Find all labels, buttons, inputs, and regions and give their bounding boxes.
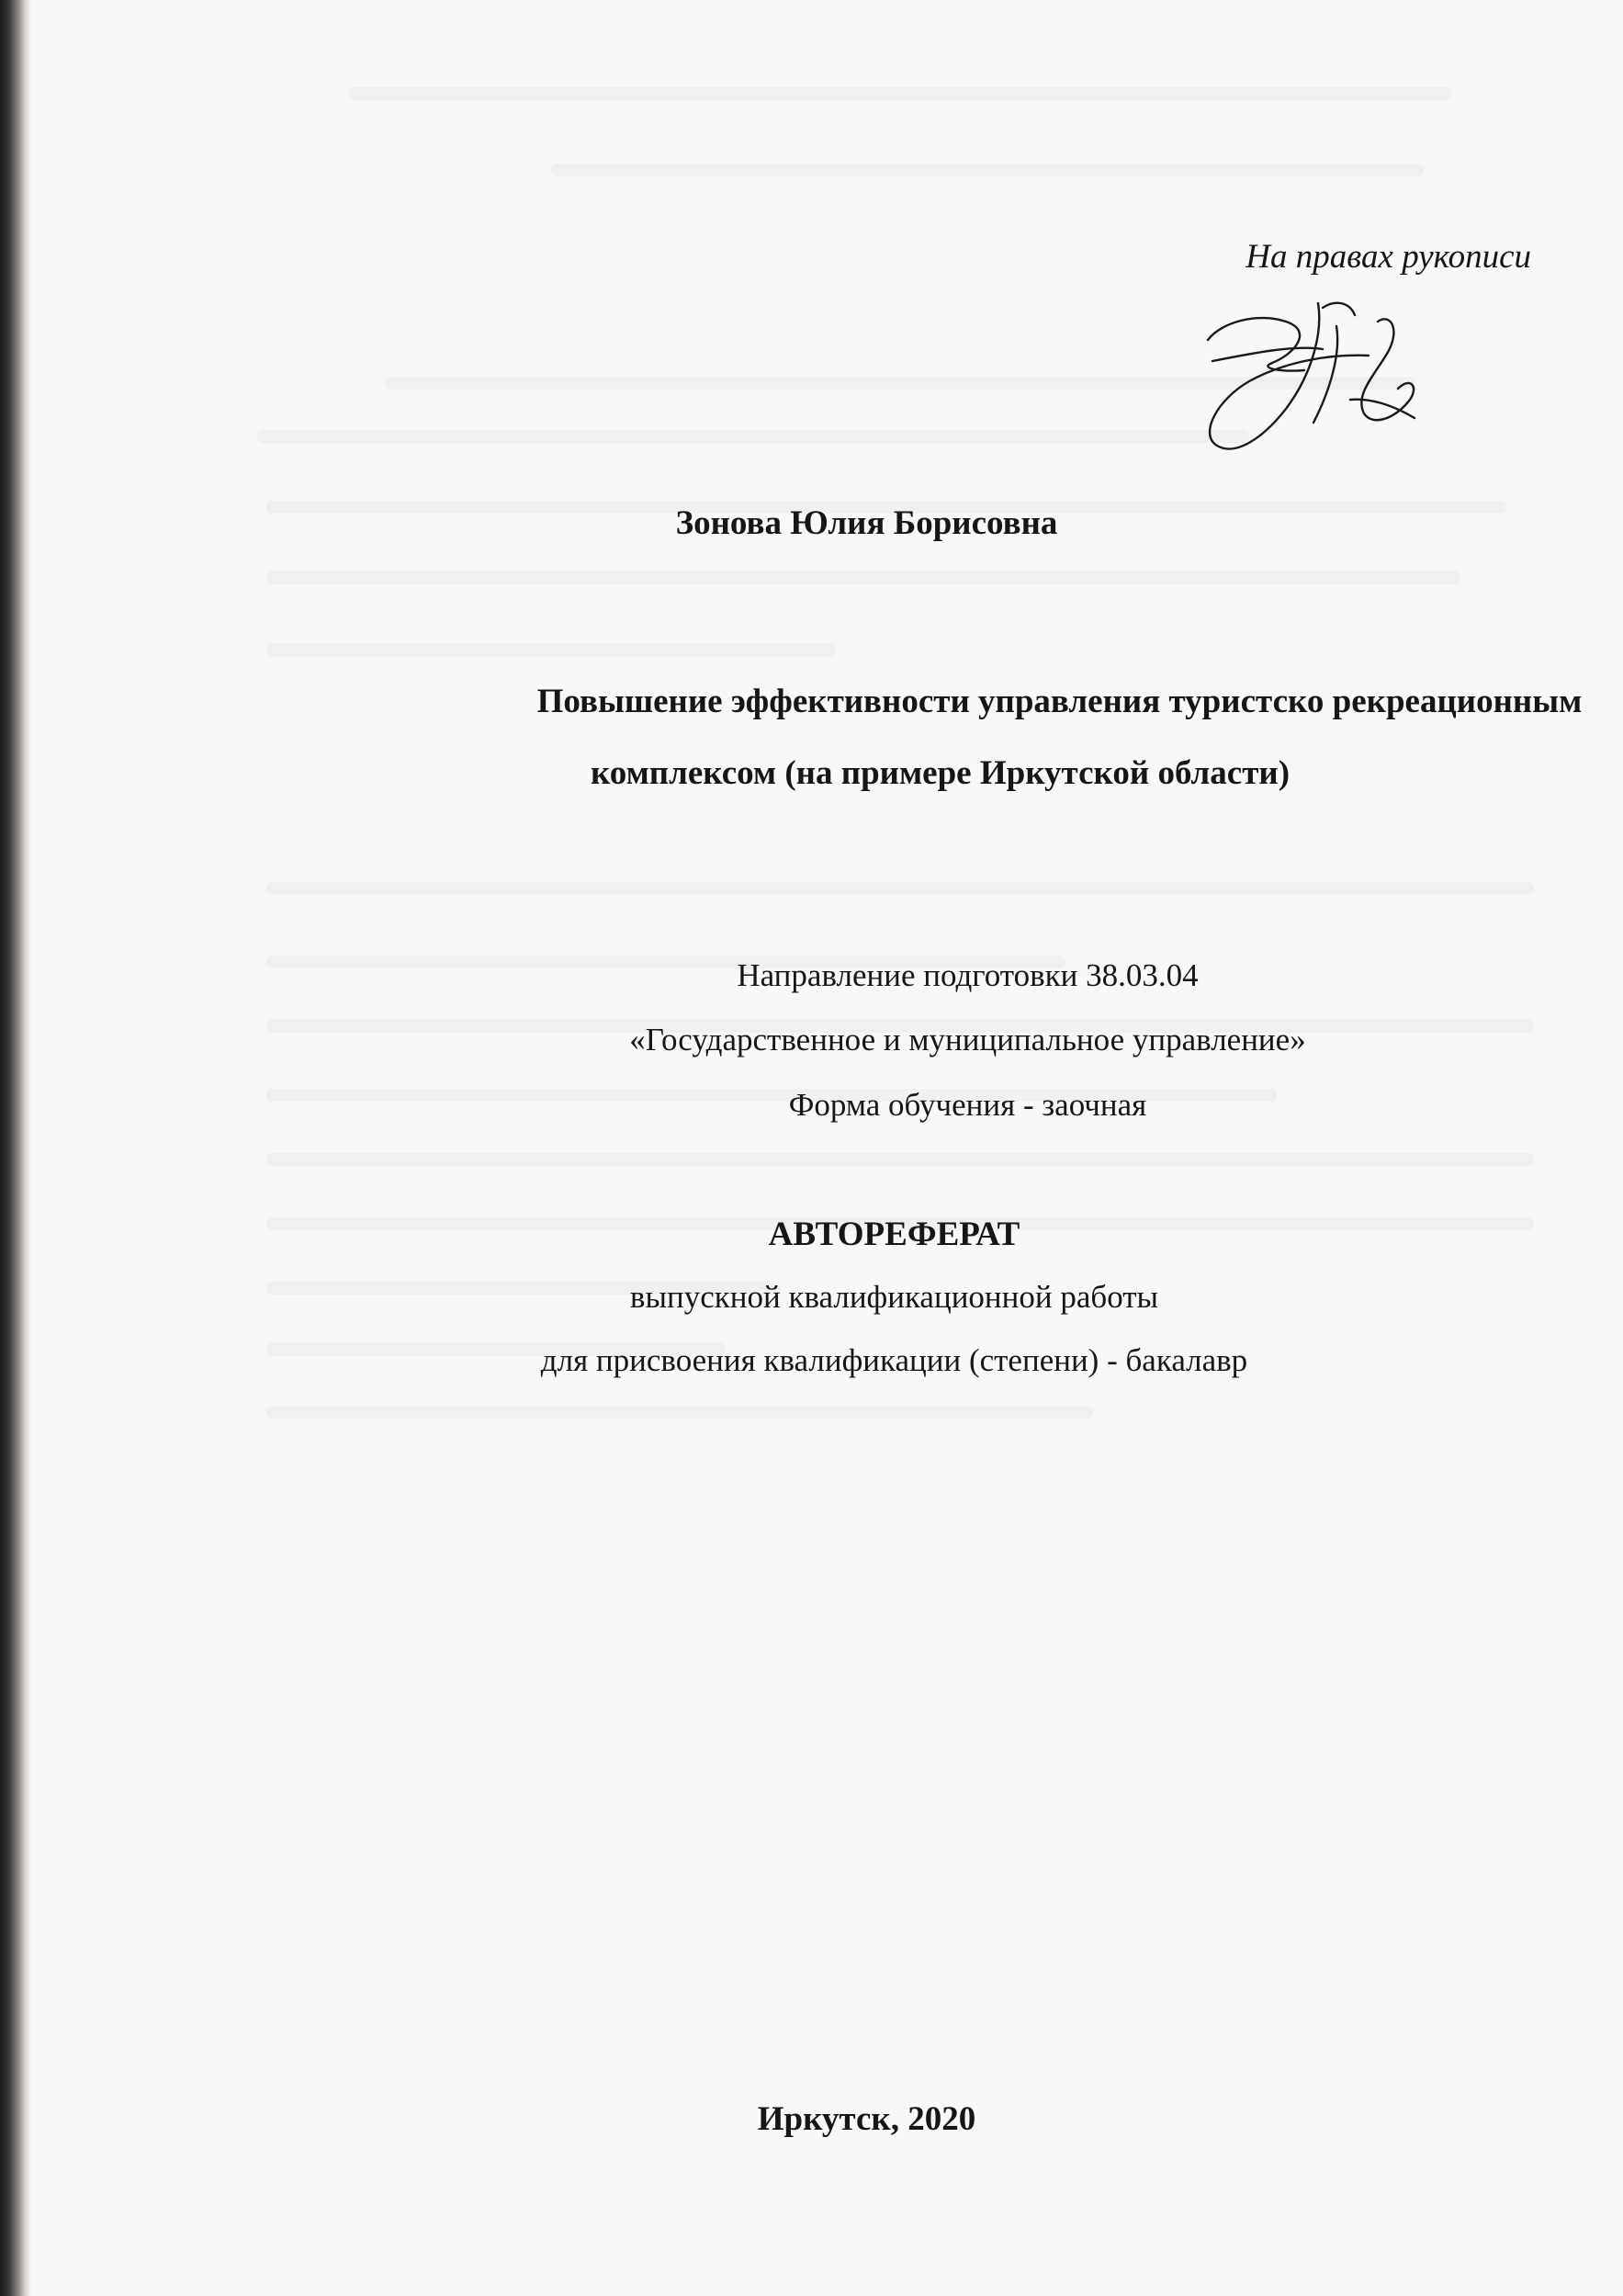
bleed-through-line bbox=[551, 164, 1424, 176]
bleed-through-line bbox=[266, 1153, 1534, 1166]
study-form: Форма обучения - заочная bbox=[788, 1087, 1147, 1123]
program-direction: Направление подготовки 38.03.04 bbox=[737, 957, 1199, 993]
thesis-title-line-2: комплексом (на примере Иркутской области) bbox=[590, 754, 1291, 792]
manuscript-rights-note: На правах рукописи bbox=[1245, 238, 1531, 276]
author-name: Зонова Юлия Борисовна bbox=[675, 504, 1058, 542]
bleed-through-line bbox=[266, 882, 1534, 895]
bleed-through-line bbox=[266, 643, 836, 656]
document-qualification: для присвоения квалификации (степени) - бакалавр bbox=[540, 1342, 1248, 1378]
bleed-through-line bbox=[266, 1406, 1093, 1419]
scan-binding-edge bbox=[0, 0, 31, 2296]
bleed-through-line bbox=[266, 571, 1460, 584]
handwritten-signature bbox=[1185, 289, 1442, 459]
bleed-through-line bbox=[257, 430, 1249, 443]
city-year: Иркутск, 2020 bbox=[757, 2100, 976, 2138]
document-type-heading: АВТОРЕФЕРАТ bbox=[768, 1216, 1020, 1253]
bleed-through-line bbox=[349, 87, 1451, 100]
thesis-title-line-1: Повышение эффективности управления туристско рекреационным bbox=[536, 683, 1583, 720]
program-name: «Государственное и муниципальное управление» bbox=[629, 1022, 1306, 1058]
document-work-type: выпускной квалификационной работы bbox=[629, 1279, 1159, 1315]
